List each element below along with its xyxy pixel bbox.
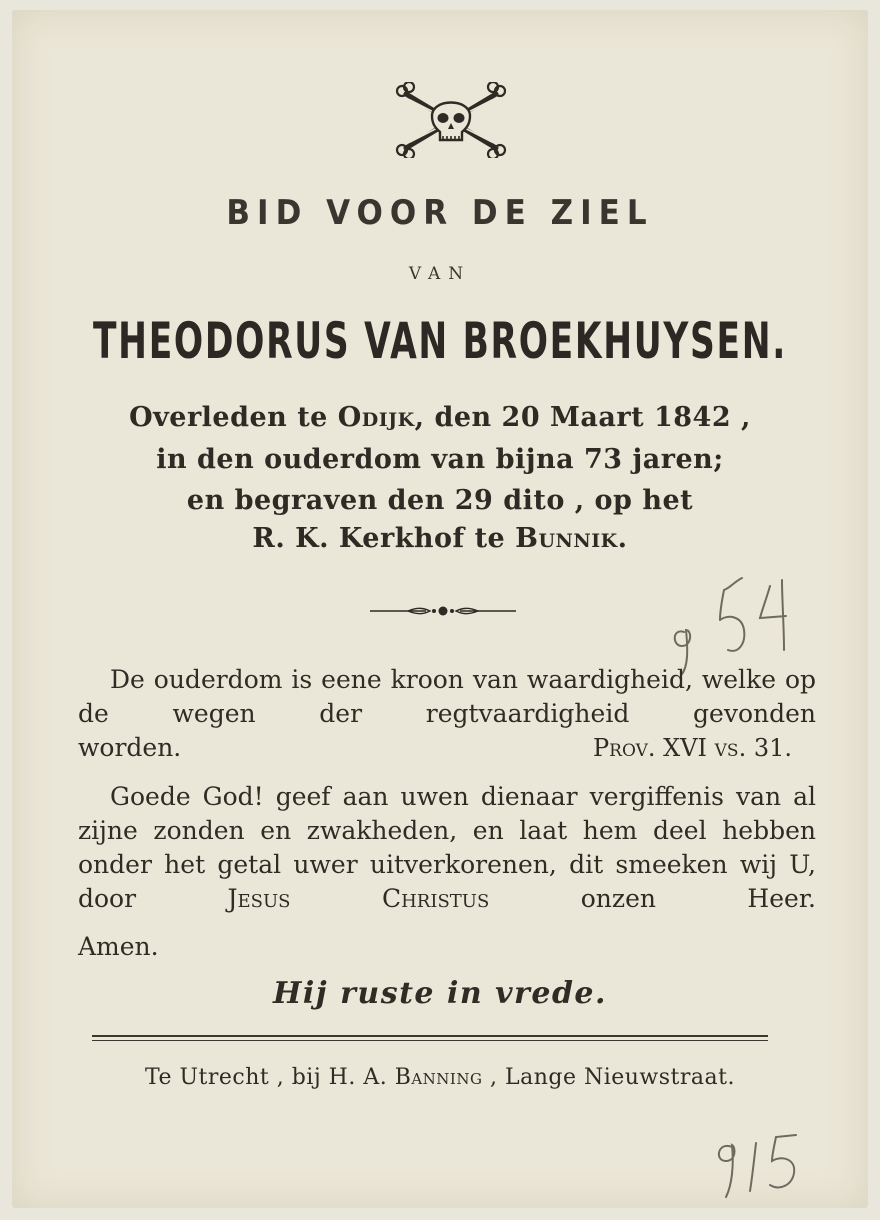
death-date: , den 20 Maart 1842 ,: [414, 402, 751, 433]
death-line: [12, 402, 868, 433]
prayer-amen: Amen.: [78, 932, 159, 961]
closing-line: Hij ruste in vrede.: [273, 976, 607, 1011]
death-place: Odijk: [337, 402, 415, 433]
card-heading: BID VOOR DE ZIEL: [226, 193, 654, 233]
printer-line: [12, 1065, 868, 1090]
cemetery-prefix: R. K. Kerkhof te: [252, 523, 516, 554]
age-line: in den ouderdom van bijna 73 jaren;: [156, 444, 724, 475]
burial-line: en begraven den 29 dito , op het: [186, 485, 694, 516]
cemetery-suffix: .: [617, 523, 628, 554]
ornament-divider: [368, 602, 518, 620]
handwritten-number-bottom: [706, 1125, 816, 1205]
memorial-card: [12, 10, 868, 1208]
footer-rule: [92, 1035, 768, 1041]
cemetery-place: Bunnik: [515, 523, 618, 554]
death-line-prefix: Overleden te: [129, 402, 338, 433]
van-line: VAN: [408, 264, 472, 284]
proverb-reference: Prov. XVI vs. 31.: [593, 734, 792, 762]
printer-name: Banning: [394, 1065, 483, 1090]
prayer-paragraph: [78, 780, 816, 916]
proverb-ending: [78, 731, 816, 765]
proverb-end-word: worden.: [78, 733, 182, 762]
cemetery-line: [12, 523, 868, 554]
printer-prefix: Te Utrecht , bij H. A.: [145, 1065, 395, 1090]
prayer-text: Goede God! geef aan uwen dienaar vergiffenis van al zijne zonden en zwakheden, en laat hem deel hebben onder het getal uwer uitverkorenen, dit smeeken wij U, door: [78, 782, 816, 913]
proverb-paragraph: De ouderdom is eene kroon van waardigheid, welke op de wegen der regtvaardigheid gevonden: [78, 665, 816, 728]
prayer-name: Jesus Christus: [227, 884, 490, 913]
handwritten-number-bottom-text: 915: [706, 1125, 708, 1126]
printer-address: , Lange Nieuwstraat.: [482, 1065, 735, 1090]
handwritten-number-top-text: 254: [662, 570, 664, 571]
deceased-name: THEODORUS VAN BROEKHUYSEN.: [93, 311, 787, 371]
skull-crossbones-icon: [392, 82, 510, 158]
prayer-text-end: onzen Heer.: [489, 884, 816, 913]
